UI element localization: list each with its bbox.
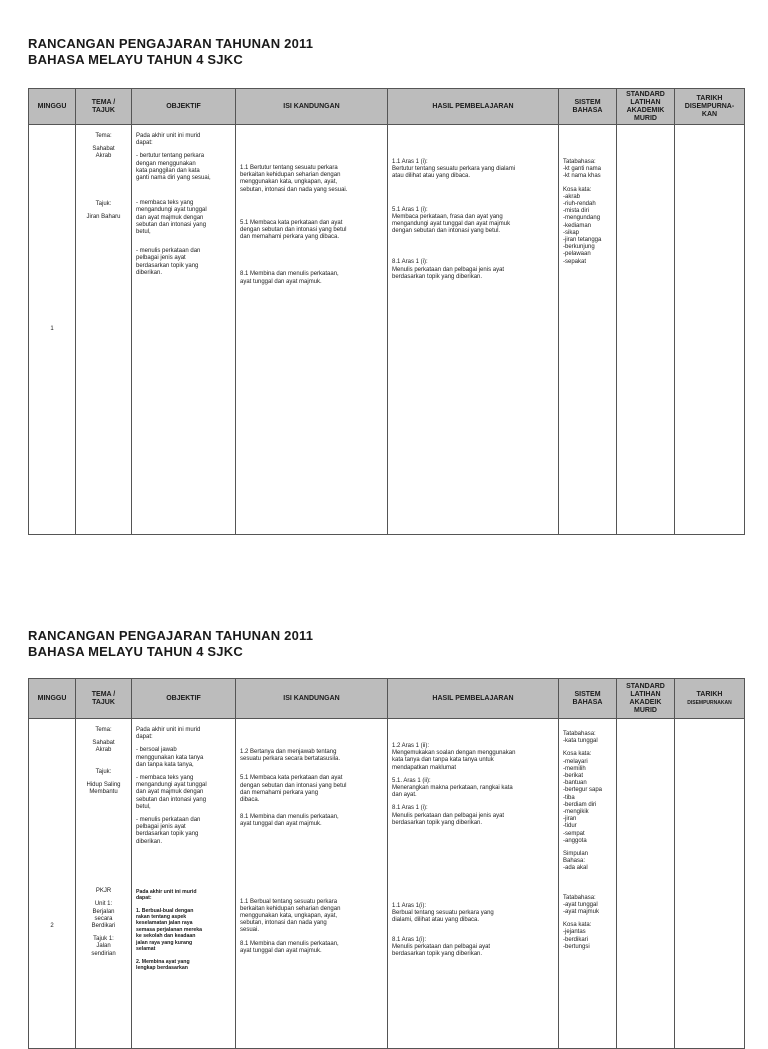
isi-pkjr-item: 1.1 Berbual tentang sesuatu perkara berkaitan kehidupan seharian dengan menggunakan kata, ungkapan, ayat, sebutan, intonasi dan nada yang sesuai.	[240, 898, 341, 934]
isi-pkjr-item: 8.1 Membina dan menulis perkataan, ayat tunggal dan ayat majmuk.	[240, 940, 339, 954]
sistem-pkjr-item: Tatabahasa: -ayat tunggal -ayat majmuk	[563, 894, 600, 916]
hasil-pembelajaran-cell	[388, 125, 559, 535]
page-subtitle: BAHASA MELAYU TAHUN 4 SJKC	[28, 52, 243, 67]
header-isi-kandungan: ISI KANDUNGAN	[236, 89, 388, 125]
page-subtitle: BAHASA MELAYU TAHUN 4 SJKC	[28, 644, 243, 659]
isi-kandungan-cell	[236, 719, 388, 1049]
sistem-item: Simpulan Bahasa: -ada akal	[563, 851, 589, 872]
objektif-item: - bertutur tentang perkara dengan menggunakan kata panggilan dan kata ganti nama diri yang sesuai,	[136, 153, 211, 182]
header-hasil-pembelajaran: HASIL PEMBELAJARAN	[388, 89, 559, 125]
tema-value: Sahabat Akrab	[92, 740, 115, 754]
objektif-item: - membaca teks yang mengandungi ayat tunggal dan ayat majmuk dengan sebutan dan intonasi yang betul,	[136, 775, 207, 810]
header-objektif: OBJEKTIF	[132, 89, 236, 125]
hasil-item: 8.1 Aras 1 (i): Menulis perkataan dan pelbagai jenis ayat berdasarkan topik yang diberikan.	[392, 259, 505, 280]
hasil-pkjr-item: 1.1 Aras 1(i): Berbual tentang sesuatu perkara yang dialami, dilihat atau yang dibaca.	[392, 903, 494, 924]
objektif-pkjr-item: 2. Membina ayat yang lengkap berdasarkan	[136, 958, 190, 971]
header-objektif: OBJEKTIF	[132, 679, 236, 719]
isi-item: 5.1 Membaca kata perkataan dan ayat dengan sebutan dan intonasi yang betul dan memahami perkara yang dibaca.	[240, 219, 347, 241]
header-sistem-bahasa: SISTEM BAHASA	[559, 679, 617, 719]
sistem-bahasa-cell	[559, 125, 617, 535]
header-hasil-pembelajaran: HASIL PEMBELAJARAN	[388, 679, 559, 719]
sistem-item: Tatabahasa: -kata tunggal	[563, 731, 598, 745]
hasil-item: 1.2 Aras 1 (ii): Mengemukakan soalan dengan menggunakan kata tanya dan tanpa kata tanya untuk mendapatkan maklumat	[392, 743, 516, 771]
objektif-item: - bersoal jawab menggunakan kata tanya dan tanpa kata tanya,	[136, 747, 204, 768]
table-row	[29, 719, 745, 1049]
header-minggu: MINGGU	[29, 89, 76, 125]
page-title: RANCANGAN PENGAJARAN TAHUNAN 2011	[28, 36, 314, 51]
objektif-pkjr-item: 1. Berbual-bual dengan rakan tentang aspek keselamatan jalan raya semasa perjalanan mereka ke sekolah dan keadaan jalan raya yang kurang selamat	[136, 907, 203, 953]
header-tarikh-sub: DISEMPURNAKAN	[687, 699, 732, 706]
header-tarikh: TARIKH DISEMPURNA- KAN	[675, 89, 745, 125]
tajuk-label: Tajuk:	[95, 768, 112, 775]
tajuk-label: Tajuk:	[95, 200, 112, 207]
tema-value: Sahabat Akrab	[92, 146, 115, 160]
tema-cell	[76, 719, 132, 1049]
tema-label: Tema:	[95, 133, 112, 139]
objektif-intro: Pada akhir unit ini murid dapat:	[136, 133, 201, 147]
tajuk-pkjr: Tajuk 1: Jalan sendirian	[91, 936, 116, 957]
objektif-pkjr-intro: Pada akhir unit ini murid dapat:	[136, 888, 197, 902]
header-tema: TEMA / TAJUK	[76, 89, 132, 125]
hasil-item: 8.1 Aras 1 (i): Menulis perkataan dan pelbagai jenis ayat berdasarkan topik yang diberikan.	[392, 805, 505, 826]
sistem-item: Tatabahasa: -kt ganti nama -kt nama khas	[563, 159, 602, 180]
sistem-item: Kosa kata: -akrab -riuh-rendah -mista diri -mengundang -kediaman -sikap -jiran tetangga -berkunjung -pelawaan -sepakat	[563, 186, 602, 265]
isi-item: 8.1 Membina dan menulis perkataan, ayat tunggal dan ayat majmuk.	[240, 814, 339, 828]
objektif-cell	[132, 719, 236, 1049]
isi-kandungan-cell	[236, 125, 388, 535]
tema-cell	[76, 125, 132, 535]
tema-label: Tema:	[95, 727, 112, 733]
objektif-item: - membaca teks yang mengandungi ayat tunggal dan ayat majmuk dengan sebutan dan intonasi yang betul,	[136, 200, 207, 236]
hasil-item: 1.1 Aras 1 (i): Bertutur tentang sesuatu perkara yang dialami atau dilihat atau yang dibaca.	[392, 159, 516, 180]
table-row	[29, 125, 745, 535]
isi-item: 1.2 Bertanya dan menjawab tentang sesuatu perkara secara bertatasusila.	[240, 749, 341, 763]
sistem-pkjr-item: Kosa kata: -jejantas -berdikari -bertungsi	[563, 922, 592, 950]
hasil-item: 5.1 Aras 1 (i): Membaca perkataan, frasa dan ayat yang mengandungi ayat tunggal dan ayat majmuk dengan sebutan dan intonasi yang betul.	[392, 206, 511, 235]
objektif-cell	[132, 125, 236, 535]
objektif-item: - menulis perkataan dan pelbagai jenis ayat berdasarkan topik yang diberikan.	[136, 817, 201, 845]
isi-item: 8.1 Membina dan menulis perkataan, ayat tunggal dan ayat majmuk.	[240, 271, 339, 285]
tajuk-value: Jiran Baharu	[86, 213, 121, 220]
objektif-intro: Pada akhir unit ini murid dapat:	[136, 727, 201, 741]
unit-label: Unit 1: Berjalan secara Berdikari	[91, 901, 116, 930]
pkjr-label: PKJR	[95, 888, 112, 895]
objektif-item: - menulis perkataan dan pelbagai jenis ayat berdasarkan topik yang diberikan.	[136, 248, 201, 276]
lesson-plan-table-2	[28, 678, 745, 1049]
hasil-pkjr-item: 8.1 Aras 1(i): Menulis perkataan dan pelbagai ayat berdasarkan topik yang diberikan.	[392, 936, 491, 958]
week-number: 2	[29, 719, 76, 1049]
hasil-item: 5.1. Aras 1 (ii): Menerangkan makna perkataan, rangkai kata dan ayat.	[392, 777, 513, 799]
sistem-bahasa-cell	[559, 719, 617, 1049]
header-tarikh: TARIKH DISEMPURNAKAN	[675, 679, 745, 719]
lesson-plan-table-1	[28, 88, 745, 535]
isi-item: 5.1 Membaca kata perkataan dan ayat dengan sebutan dan intonasi yang betul dan memahami perkara yang dibaca.	[240, 775, 347, 804]
header-isi-kandungan: ISI KANDUNGAN	[236, 679, 388, 719]
isi-item: 1.1 Bertutur tentang sesuatu perkara berkaitan kehidupan seharian dengan menggunakan kata, ungkapan, ayat, sebutan, intonasi dan nada yang sesuai.	[240, 165, 348, 193]
tajuk-value: Hidup Saling Membantu	[86, 781, 121, 796]
tarikh-cell	[675, 719, 745, 1049]
header-minggu: MINGGU	[29, 679, 76, 719]
header-sistem-bahasa: SISTEM BAHASA	[559, 89, 617, 125]
header-tema: TEMA / TAJUK	[76, 679, 132, 719]
hasil-pembelajaran-cell	[388, 719, 559, 1049]
sistem-item: Kosa kata: -melayari -memilih -berikat -bantuan -bertegur sapa -tiba -berdiam diri -mengikik -jiran -tidur -sempat -anggota	[563, 751, 603, 844]
standard-cell	[617, 719, 675, 1049]
week-number: 1	[29, 125, 76, 535]
standard-cell	[617, 125, 675, 535]
header-standard: STANDARD LATIHAN AKADEMIK MURID	[617, 89, 675, 125]
page-title: RANCANGAN PENGAJARAN TAHUNAN 2011	[28, 628, 314, 643]
tarikh-cell	[675, 125, 745, 535]
header-standard: STANDARD LATIHAN AKADEIK MURID	[617, 679, 675, 719]
